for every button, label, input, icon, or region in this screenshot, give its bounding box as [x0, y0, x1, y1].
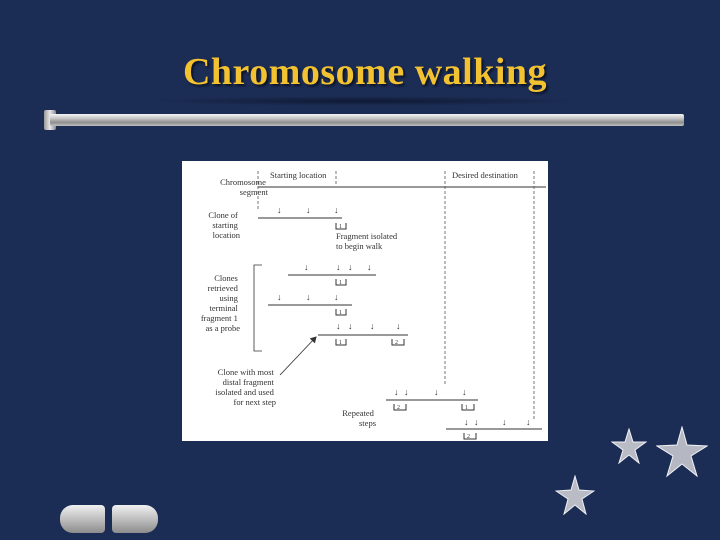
svg-text:↓: ↓	[348, 321, 353, 331]
star-icon	[611, 428, 647, 464]
fragment-1-label: 1	[339, 280, 342, 286]
svg-text:↓: ↓	[277, 205, 282, 215]
label-desired-destination: Desired destination	[452, 170, 518, 180]
label-clone-start: Clone of starting location	[208, 210, 240, 240]
slide-title: Chromosome walking	[182, 51, 548, 93]
svg-text:↓: ↓	[396, 321, 401, 331]
svg-text:↓: ↓	[334, 205, 339, 215]
next-button[interactable]	[112, 505, 158, 533]
svg-text:↓: ↓	[370, 321, 375, 331]
chromosome-walking-figure	[182, 161, 548, 441]
fragment-1-label: 1	[339, 224, 342, 230]
fragment-2-label: 2	[467, 434, 470, 440]
svg-text:↓: ↓	[434, 387, 439, 397]
svg-text:↓: ↓	[334, 292, 339, 302]
star-icon	[555, 475, 595, 515]
label-repeated-steps: Repeated steps	[342, 408, 376, 428]
svg-text:↓: ↓	[304, 262, 309, 272]
svg-text:↓: ↓	[348, 262, 353, 272]
label-distal-fragment: Clone with most distal fragment isolated and used for next step	[215, 367, 276, 407]
svg-text:↓: ↓	[277, 292, 282, 302]
svg-text:↓: ↓	[404, 387, 409, 397]
repeated-row-2	[446, 417, 542, 439]
fragment-1-label: 1	[339, 340, 342, 346]
clones-bracket	[254, 265, 262, 351]
star-icon	[656, 426, 708, 478]
svg-text:↓: ↓	[474, 417, 479, 427]
svg-text:↓: ↓	[306, 205, 311, 215]
previous-button[interactable]	[60, 505, 105, 533]
label-chromosome-segment: Chromosome segment	[220, 177, 268, 197]
decorative-bar	[50, 114, 684, 126]
svg-text:↓: ↓	[502, 417, 507, 427]
svg-text:↓: ↓	[336, 321, 341, 331]
fragment-1-label: 1	[465, 405, 468, 411]
svg-text:↓: ↓	[394, 387, 399, 397]
clone-row-1	[288, 262, 376, 285]
distal-pointer-arrow	[280, 337, 316, 375]
svg-text:↓: ↓	[526, 417, 531, 427]
label-clones-retrieved: Clones retrieved using terminal fragment 1 as a probe	[200, 273, 240, 333]
svg-text:↓: ↓	[306, 292, 311, 302]
fragment-2-label: 2	[395, 340, 398, 346]
fragment-1-label: 1	[339, 310, 342, 316]
label-fragment-isolated: Fragment isolated to begin walk	[336, 231, 398, 251]
svg-text:↓: ↓	[336, 262, 341, 272]
svg-text:↓: ↓	[367, 262, 372, 272]
title-shadow	[140, 96, 590, 106]
svg-text:↓: ↓	[462, 387, 467, 397]
fragment-2-label: 2	[397, 405, 400, 411]
clone-start-row	[258, 205, 346, 229]
svg-text:↓: ↓	[464, 417, 469, 427]
label-starting-location: Starting location	[270, 170, 327, 180]
